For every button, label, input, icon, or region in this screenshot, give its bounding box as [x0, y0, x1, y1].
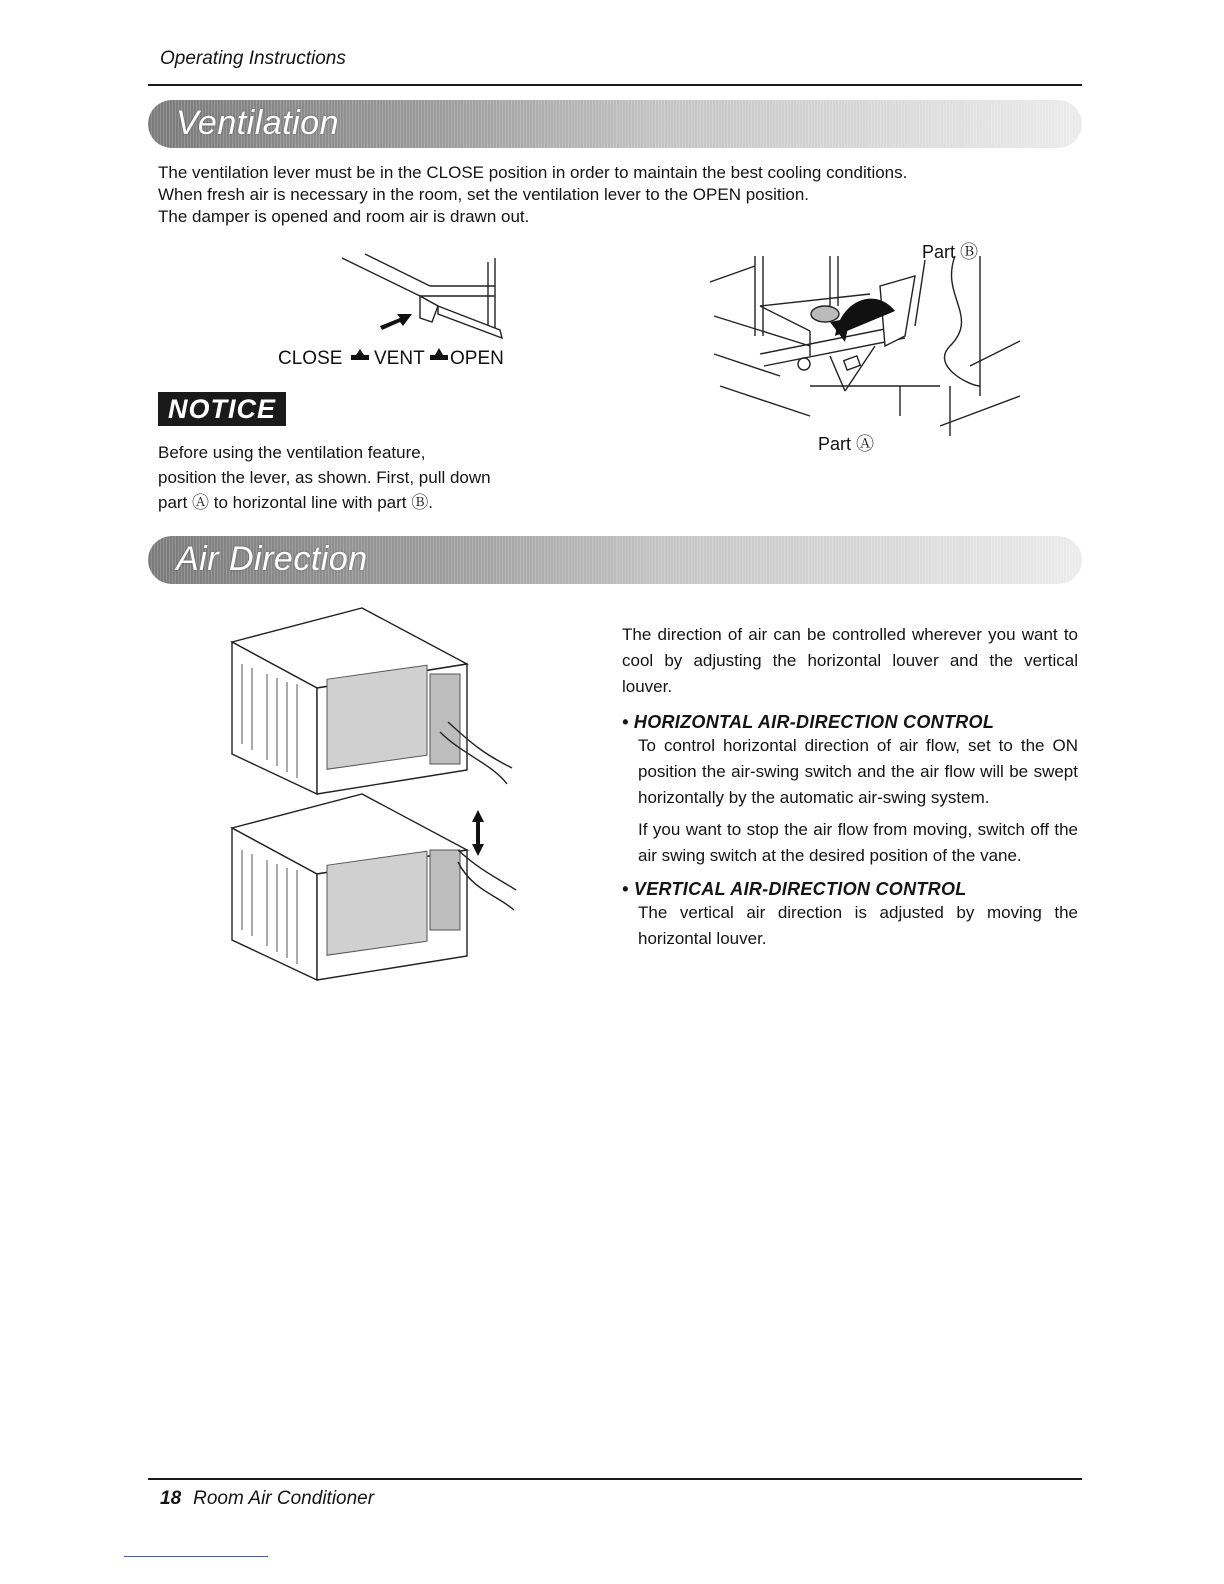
- notice-line-2: position the lever, as shown. First, pull down: [158, 468, 491, 487]
- vent-lever-illustration: [270, 248, 560, 373]
- notice-badge: NOTICE: [158, 392, 286, 426]
- ventilation-para-3: The damper is opened and room air is drawn out.: [158, 207, 530, 226]
- horizontal-control-text-1: To control horizontal direction of air flow, set to the ON position the air-swing switch and the air flow will be swept horizontally by the automatic air-swing system.: [638, 736, 1078, 807]
- close-label: CLOSE: [278, 348, 343, 369]
- footer-underline: [124, 1556, 268, 1557]
- up-down-arrow-icon: [472, 810, 484, 856]
- ventilation-title: Ventilation: [176, 104, 340, 142]
- ventilation-para-1: The ventilation lever must be in the CLOSE position in order to maintain the best cooling conditions.: [158, 163, 908, 182]
- page-number: 18: [160, 1488, 182, 1509]
- air-direction-intro: The direction of air can be controlled wherever you want to cool by adjusting the horizontal louver and the vertical louver.: [622, 625, 1078, 696]
- vertical-control-heading: • VERTICAL AIR-DIRECTION CONTROL: [622, 879, 967, 899]
- air-direction-text: [622, 622, 1078, 952]
- running-header: Operating Instructions: [160, 48, 346, 69]
- notice-line-1: Before using the ventilation feature,: [158, 443, 426, 462]
- horizontal-control-text-2: If you want to stop the air flow from moving, switch off the air swing switch at the desired position of the vane.: [638, 820, 1078, 865]
- footer-rule: [148, 1478, 1082, 1480]
- vent-label: VENT: [374, 348, 425, 369]
- part-b-label: Part Ⓑ: [922, 242, 979, 262]
- ventilation-para-2: When fresh air is necessary in the room, set the ventilation lever to the OPEN position.: [158, 185, 810, 204]
- air-direction-banner: [148, 536, 1082, 584]
- open-label: OPEN: [450, 348, 504, 369]
- ac-horizontal-control-illustration: [222, 604, 522, 804]
- open-arrow-icon: [430, 355, 448, 360]
- footer-title: Room Air Conditioner: [193, 1488, 375, 1509]
- air-direction-title: Air Direction: [176, 540, 368, 578]
- ac-vertical-control-illustration: [222, 790, 522, 990]
- notice-line-3: part Ⓐ to horizontal line with part Ⓑ.: [158, 493, 433, 512]
- horizontal-control-heading: • HORIZONTAL AIR-DIRECTION CONTROL: [622, 712, 995, 732]
- header-rule: [148, 84, 1082, 86]
- vent-parts-illustration: [700, 236, 1040, 468]
- ventilation-banner: [148, 100, 1082, 148]
- part-a-label: Part Ⓐ: [818, 434, 875, 454]
- ventilation-text: [158, 162, 1058, 228]
- close-arrow-icon: [351, 355, 369, 360]
- notice-text: [158, 440, 578, 515]
- vertical-control-text-1: The vertical air direction is adjusted by moving the horizontal louver.: [638, 903, 1078, 948]
- page-footer: [160, 1488, 374, 1510]
